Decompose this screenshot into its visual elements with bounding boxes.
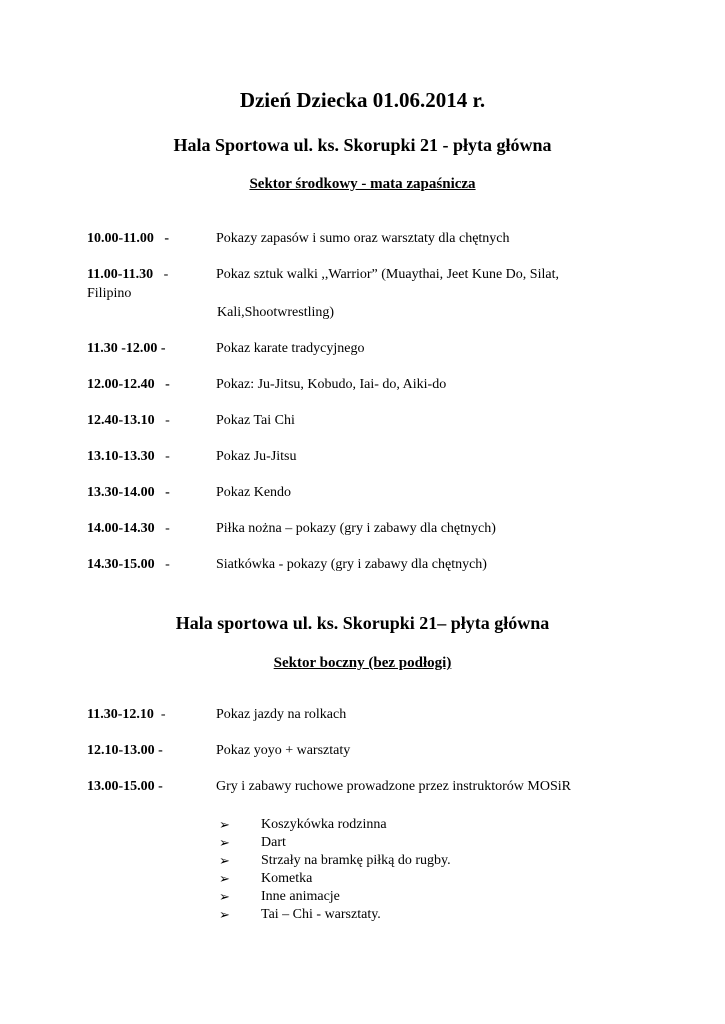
schedule-activity: Pokaz Kendo: [216, 485, 292, 500]
schedule-time: 11.30 -12.00 -: [87, 341, 166, 356]
section2-sector: Sektor boczny (bez podłogi): [273, 655, 452, 671]
schedule-activity: Pokaz sztuk walki ,,Warrior” (Muaythai, Jeet Kune Do, Silat,: [216, 267, 559, 282]
list-item: Tai – Chi - warsztaty.: [261, 907, 381, 922]
schedule-time: 11.30-12.10 -: [87, 707, 166, 722]
schedule-time: 13.00-15.00 -: [87, 779, 163, 794]
schedule-activity: Pokaz yoyo + warsztaty: [216, 743, 351, 758]
bullet-arrow-icon: ➢: [219, 853, 230, 868]
schedule-activity: Siatkówka - pokazy (gry i zabawy dla chętnych): [216, 557, 487, 572]
schedule-activity: Pokaz Tai Chi: [216, 413, 295, 428]
list-item: Kometka: [261, 871, 313, 886]
page-title: Dzień Dziecka 01.06.2014 r.: [239, 88, 486, 112]
schedule-activity: Pokaz karate tradycyjnego: [216, 341, 365, 356]
list-item: Inne animacje: [261, 889, 340, 904]
section2-heading: Hala sportowa ul. ks. Skorupki 21– płyta główna: [175, 613, 550, 633]
schedule-time: 13.10-13.30 -: [87, 449, 170, 464]
list-item: Strzały na bramkę piłką do rugby.: [261, 853, 451, 868]
schedule-activity: Pokazy zapasów i sumo oraz warsztaty dla chętnych: [216, 231, 510, 246]
list-item: Koszykówka rodzinna: [261, 817, 387, 832]
bullet-arrow-icon: ➢: [219, 871, 230, 886]
list-item: Dart: [261, 835, 286, 850]
schedule-time: 11.00-11.30 -: [87, 267, 169, 282]
bullet-arrow-icon: ➢: [219, 817, 230, 832]
schedule-time: 12.00-12.40 -: [87, 377, 170, 392]
schedule-time: 14.00-14.30 -: [87, 521, 170, 536]
schedule-time: 12.40-13.10 -: [87, 413, 170, 428]
section1-sector: Sektor środkowy - mata zapaśnicza: [249, 176, 476, 192]
schedule-activity: Pokaz jazdy na rolkach: [216, 707, 347, 722]
bullet-arrow-icon: ➢: [219, 889, 230, 904]
schedule-time: 14.30-15.00 -: [87, 557, 170, 572]
schedule-activity: Gry i zabawy ruchowe prowadzone przez instruktorów MOSiR: [216, 779, 571, 794]
schedule-time: 12.10-13.00 -: [87, 743, 163, 758]
schedule-time: 13.30-14.00 -: [87, 485, 170, 500]
bullet-arrow-icon: ➢: [219, 907, 230, 922]
schedule-activity: Pokaz: Ju-Jitsu, Kobudo, Iai- do, Aiki-do: [216, 377, 447, 392]
schedule-activity-wrap: Filipino: [87, 286, 132, 301]
bullet-arrow-icon: ➢: [219, 835, 230, 850]
schedule-time: 10.00-11.00 -: [87, 231, 170, 246]
section1-heading: Hala Sportowa ul. ks. Skorupki 21 - płyta główna: [173, 135, 552, 155]
schedule-activity: Piłka nożna – pokazy (gry i zabawy dla chętnych): [216, 521, 496, 536]
schedule-activity: Pokaz Ju-Jitsu: [216, 449, 297, 464]
schedule-activity-continued: Kali,Shootwrestling): [217, 305, 335, 320]
